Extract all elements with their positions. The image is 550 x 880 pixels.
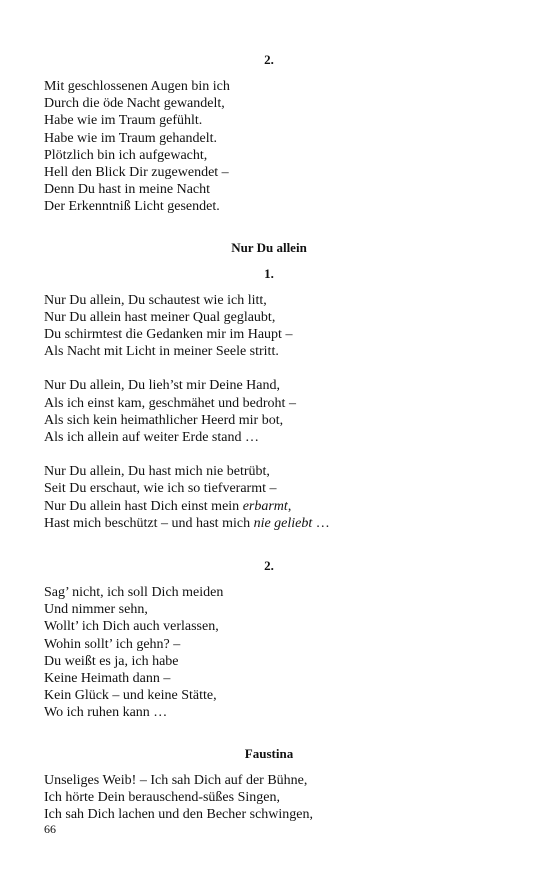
poem-line: Und nimmer sehn, bbox=[44, 602, 148, 618]
poem-part-heading: 1. bbox=[264, 265, 274, 281]
stanza bbox=[44, 292, 494, 361]
stanza bbox=[44, 584, 494, 722]
stanza bbox=[44, 772, 494, 824]
poem-line: Wo ich ruhen kann … bbox=[44, 705, 168, 721]
poem-line: Du weißt es ja, ich habe bbox=[44, 653, 179, 669]
poem-line: Als Nacht mit Licht in meiner Seele stritt. bbox=[44, 344, 279, 360]
poem-line: Wollt’ ich Dich auch verlassen, bbox=[44, 619, 219, 635]
line-text: Hast mich beschützt – und hast mich bbox=[44, 515, 254, 531]
poem-line: Seit Du erschaut, wie ich so tiefverarmt – bbox=[44, 481, 277, 497]
poem-line: Durch die öde Nacht gewandelt, bbox=[44, 96, 225, 112]
line-text: Nur Du allein hast Dich einst mein bbox=[44, 498, 243, 514]
poem-line: Ich hörte Dein berauschend-süßes Singen, bbox=[44, 789, 280, 805]
poem-line: Als ich einst kam, geschmähet und bedroht – bbox=[44, 395, 296, 411]
poem-title: Nur Du allein bbox=[231, 239, 307, 255]
italic-text: nie geliebt bbox=[253, 515, 313, 531]
poem-line: Als sich kein heimathlicher Heerd mir bot, bbox=[44, 412, 284, 428]
page-content bbox=[44, 52, 494, 823]
poem-line: Ich sah Dich lachen und den Becher schwingen, bbox=[44, 807, 314, 823]
poem-line bbox=[44, 498, 494, 515]
stanza bbox=[44, 78, 494, 216]
poem-line: Habe wie im Traum gehandelt. bbox=[44, 130, 218, 146]
poem-line: Nur Du allein hast meiner Qual geglaubt, bbox=[44, 309, 276, 325]
italic-text: erbarmt bbox=[242, 498, 288, 514]
poem-line: Wohin sollt’ ich gehn? – bbox=[44, 636, 181, 652]
poem-line: Plötzlich bin ich aufgewacht, bbox=[44, 147, 208, 163]
poem-part-heading: 2. bbox=[264, 52, 274, 67]
poem-part-heading: 2. bbox=[264, 558, 274, 574]
poem-line: Keine Heimath dann – bbox=[44, 671, 171, 687]
poem-line: Kein Glück – und keine Stätte, bbox=[44, 688, 217, 704]
poem-line: Denn Du hast in meine Nacht bbox=[44, 182, 211, 198]
stanza bbox=[44, 377, 494, 446]
poem-line: Habe wie im Traum gefühlt. bbox=[44, 113, 203, 129]
poem-line bbox=[44, 515, 494, 532]
poem-line: Nur Du allein, Du lieh’st mir Deine Hand, bbox=[44, 378, 281, 394]
line-text: … bbox=[312, 515, 330, 531]
poem-title: Faustina bbox=[244, 745, 294, 761]
line-text: , bbox=[287, 498, 292, 514]
poem-line: Nur Du allein, Du hast mich nie betrübt, bbox=[44, 464, 270, 480]
poem-line: Mit geschlossenen Augen bin ich bbox=[44, 79, 230, 94]
page-number: 66 bbox=[44, 822, 56, 836]
poem-line: Du schirmtest die Gedanken mir im Haupt – bbox=[44, 327, 293, 343]
poem-line: Sag’ nicht, ich soll Dich meiden bbox=[44, 585, 224, 601]
stanza bbox=[44, 463, 494, 532]
poem-line: Unseliges Weib! – Ich sah Dich auf der Bühne, bbox=[44, 772, 308, 788]
poem-line: Als ich allein auf weiter Erde stand … bbox=[44, 430, 259, 446]
poem-line: Nur Du allein, Du schautest wie ich litt, bbox=[44, 292, 267, 308]
poem-line: Hell den Blick Dir zugewendet – bbox=[44, 165, 229, 181]
poem-line: Der Erkenntniß Licht gesendet. bbox=[44, 199, 220, 215]
